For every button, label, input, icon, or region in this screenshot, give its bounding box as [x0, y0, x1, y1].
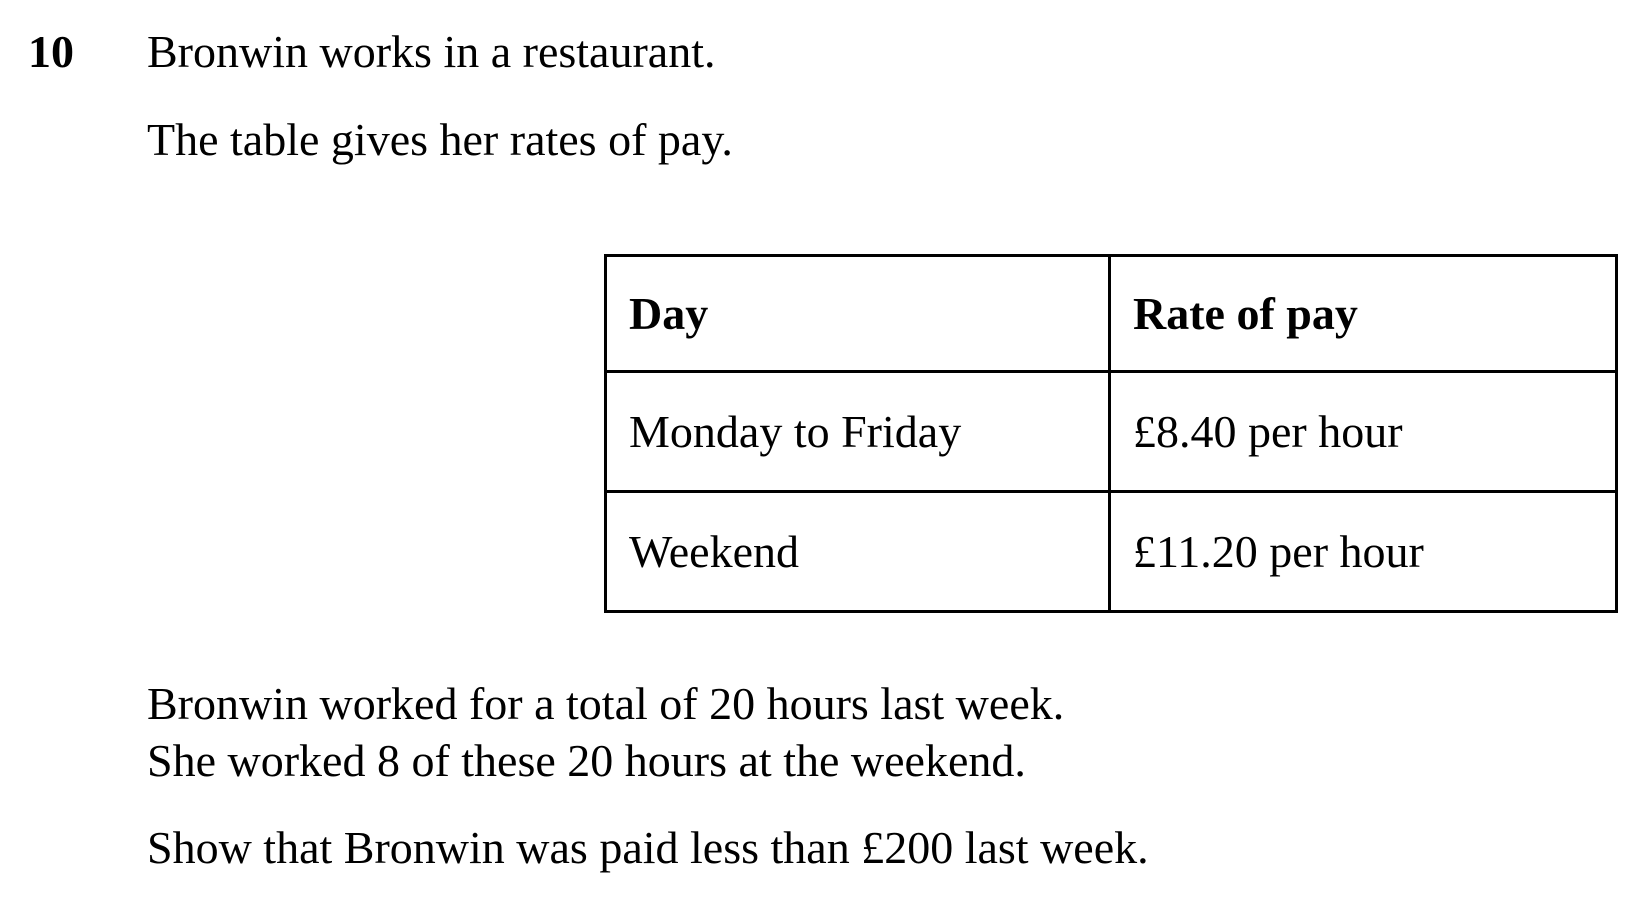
question-line-3: Bronwin worked for a total of 20 hours last week. — [147, 678, 1065, 729]
cell-rate: £11.20 per hour — [1110, 492, 1617, 612]
intro-line-2: The table gives her rates of pay. — [147, 114, 733, 165]
header-rate-of-pay: Rate of pay — [1110, 256, 1617, 372]
table-header-row — [606, 256, 1617, 372]
table-row — [606, 372, 1617, 492]
header-day: Day — [606, 256, 1110, 372]
table-row — [606, 492, 1617, 612]
cell-day: Monday to Friday — [606, 372, 1110, 492]
cell-rate: £8.40 per hour — [1110, 372, 1617, 492]
question-line-5: Show that Bronwin was paid less than £200 last week. — [147, 822, 1149, 873]
cell-day: Weekend — [606, 492, 1110, 612]
pay-rate-table — [604, 254, 1618, 613]
intro-line-1: Bronwin works in a restaurant. — [147, 26, 716, 77]
question-number: 10 — [28, 26, 74, 77]
question-line-4: She worked 8 of these 20 hours at the weekend. — [147, 735, 1026, 786]
